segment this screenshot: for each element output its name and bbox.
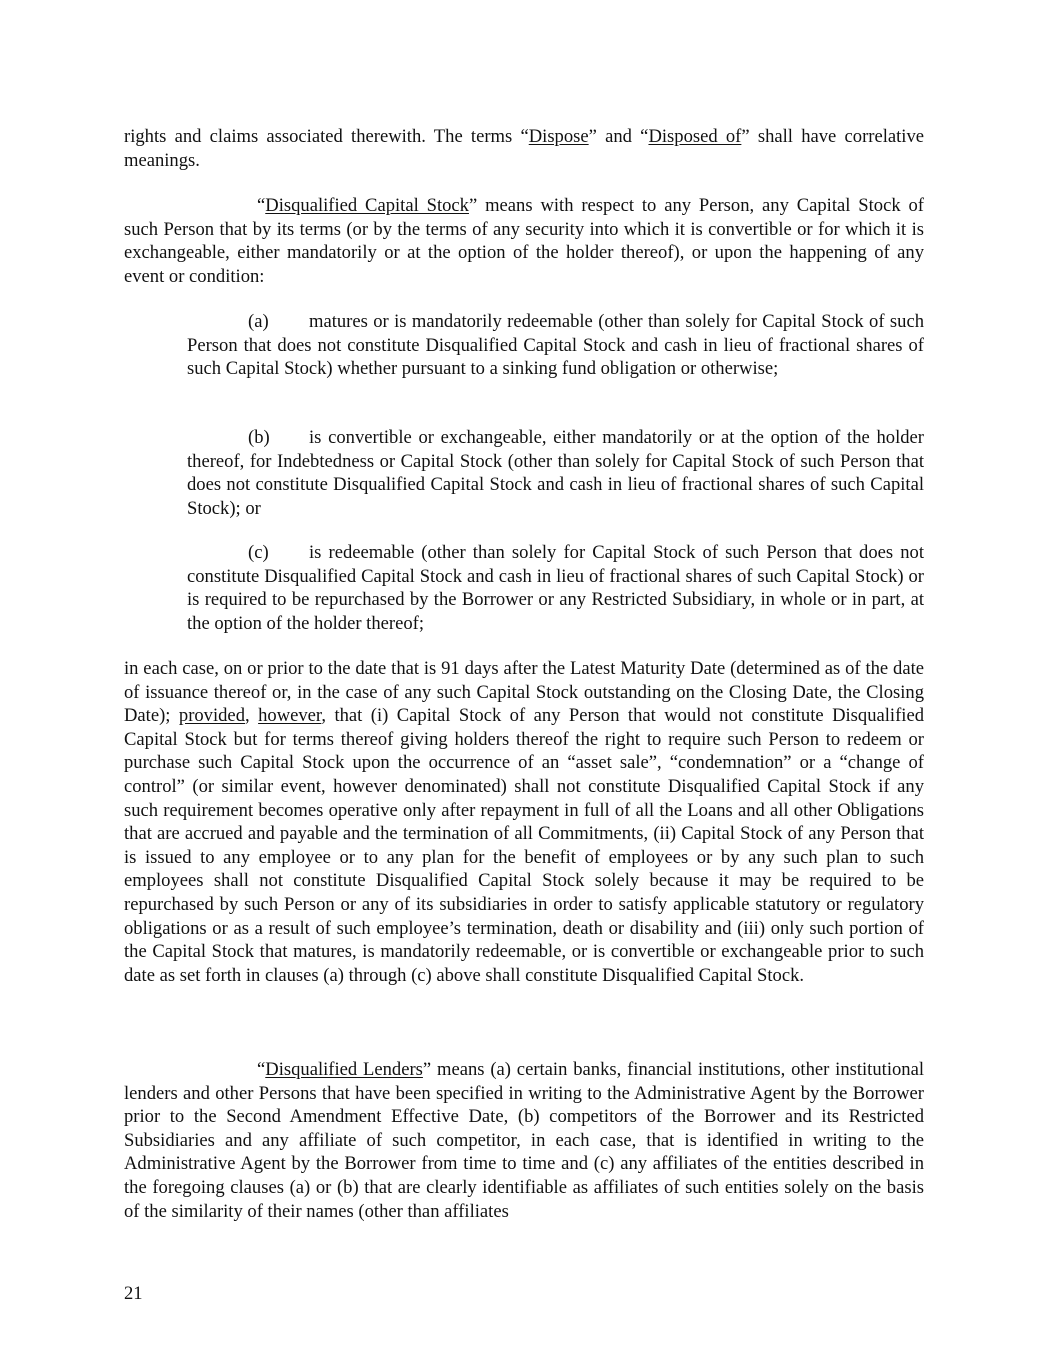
defined-term-dispose: Dispose: [528, 126, 589, 147]
paragraph-in-each-case: in each case, on or prior to the date that is 91 days after the Latest Maturity Date (determined as of the date of issuance thereof or, in the case of any such Capital Stock outstanding on the Closing Date, the Closing Date); provided, however, that (i) Capital Stock of any Person that would not constitute Disqualified Capital Stock but for terms thereof giving holders thereof the right to require such Person to redeem or purchase such Capital Stock upon the occurrence of an “asset sale”, “condemnation” or a “change of control” (or similar event, however denominated) shall not constitute Disqualified Capital Stock if any such requirement becomes operative only after repayment in full of all the Loans and all other Obligations that are accrued and payable and the termination of all Commitments, (ii) Capital Stock of any Person that is issued to any employee or to any plan for the benefit of employees or by any such plan to such employees shall not constitute Disqualified Capital Stock solely because it may be required to be repurchased by such Person or any of its subsidiaries in order to satisfy applicable statutory or regulatory obligations or as a result of such employee’s termination, death or disability and (iii) only such portion of the Capital Stock that matures, is mandatorily redeemable, or is convertible or exchangeable prior to such date as set forth in clauses (a) through (c) above shall constitute Disqualified Capital Stock.: [124, 658, 924, 986]
defined-term-disqualified-capital-stock: Disqualified Capital Stock: [265, 195, 469, 216]
clause-label: (a): [248, 311, 269, 332]
paragraph-disqualified-capital-stock: “Disqualified Capital Stock” means with respect to any Person, any Capital Stock of such Person that by its terms (or by the terms of any security into which it is convertible or for which it is exchangeable, either mandatorily or at the option of the holder thereof), or upon the happening of any event or condition:: [124, 195, 924, 287]
paragraph-dispose-definition: rights and claims associated therewith. The terms “Dispose” and “Disposed of” shall have correlative meanings.: [124, 126, 925, 171]
clause-a: (a) matures or is mandatorily redeemable (other than solely for Capital Stock of such Person that does not constitute Disqualified Capital Stock and cash in lieu of fractional shares of such Capital Stock) whether pursuant to a sinking fund obligation or otherwise;: [187, 311, 924, 380]
clause-b: (b) is convertible or exchangeable, either mandatorily or at the option of the holder thereof, for Indebtedness or Capital Stock (other than solely for Capital Stock of such Person that does not constitute Disqualified Capital Stock and cash in lieu of fractional shares of such Capital Stock); or: [187, 427, 924, 519]
page-number: 21: [124, 1283, 143, 1304]
term-provided: provided: [178, 705, 245, 727]
defined-term-disqualified-lenders: Disqualified Lenders: [265, 1059, 423, 1080]
paragraph-disqualified-lenders: “Disqualified Lenders” means (a) certain banks, financial institutions, other institutional lenders and other Persons that have been specified in writing to the Administrative Agent by the Borrower prior to the Second Amendment Effective Date, (b) competitors of the Borrower and its Restricted Subsidiaries and any affiliate of such competitor, in each case, that is identified in writing to the Administrative Agent by the Borrower from time to time and (c) any affiliates of the entities described in the foregoing clauses (a) or (b) that are clearly identifiable as affiliates of such entities solely on the basis of the similarity of their names (other than affiliates: [124, 1059, 924, 1222]
term-however: however: [258, 705, 322, 727]
defined-term-disposed-of: Disposed of: [648, 126, 742, 147]
clause-label: (c): [248, 542, 269, 563]
clause-label: (b): [248, 427, 270, 448]
clause-c: (c) is redeemable (other than solely for Capital Stock of such Person that does not constitute Disqualified Capital Stock and cash in lieu of fractional shares of such Capital Stock) or is required to be repurchased by the Borrower or any Restricted Subsidiary, in whole or in part, at the option of the holder thereof;: [187, 542, 924, 634]
